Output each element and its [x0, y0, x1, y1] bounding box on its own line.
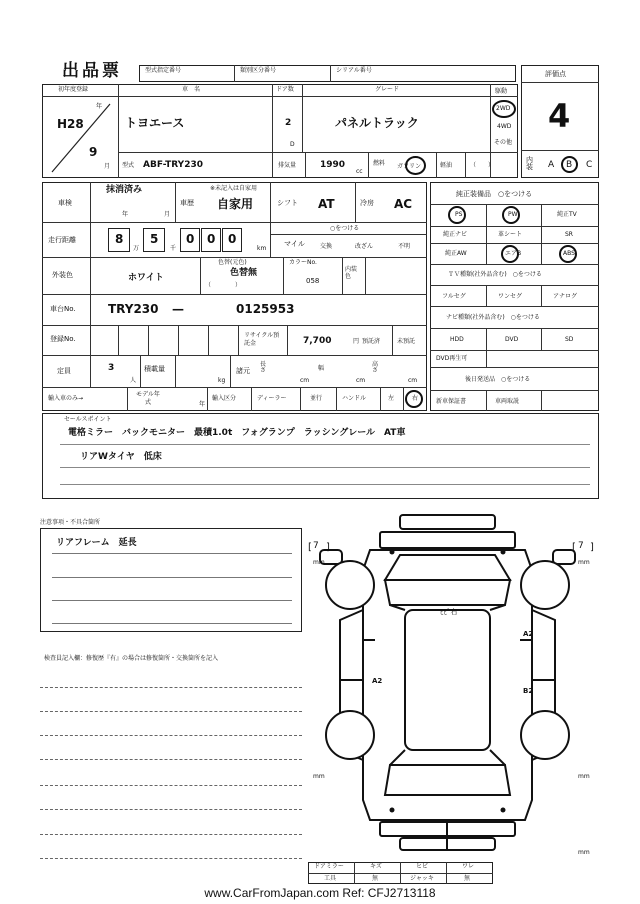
navi-hdd: HDD — [450, 336, 464, 343]
doors-suffix: D — [290, 141, 295, 148]
mileage-digit-2-text: 5 — [150, 232, 159, 246]
fuel-gasoline: ガソリン — [397, 163, 422, 170]
mileage-digit-1-text: 8 — [115, 232, 124, 246]
first-reg-year: H28 — [57, 117, 84, 131]
displacement-label: 排気量 — [278, 162, 297, 169]
interior-b: B — [566, 160, 573, 170]
code-box — [139, 65, 516, 82]
drive-label: 駆動 — [495, 88, 508, 95]
tv-title: ＴＶ種類(社外品含む) ○をつける — [448, 271, 542, 278]
handle-right-circle — [405, 390, 423, 408]
equip-navi: 純正ナビ — [443, 231, 468, 238]
after-manual: 車両取説 — [495, 398, 520, 405]
equip-airbag-circle — [501, 245, 522, 263]
tire-spare-mm: mm — [578, 849, 590, 856]
length-label: 長さ — [260, 361, 267, 374]
navi-sd: SD — [565, 336, 574, 343]
after-title: 後日発送品 ○をつける — [465, 376, 531, 383]
parallel: 並行 — [310, 395, 323, 402]
width-cm: cm — [356, 377, 366, 384]
car-name-label: 車 名 — [182, 86, 201, 93]
use-value: 自家用 — [217, 197, 254, 211]
inspection-year-unit: 年 — [122, 211, 129, 218]
tv-full: フルセグ — [442, 293, 466, 300]
mileage-digit-4-text: 0 — [207, 232, 216, 246]
kg-unit: kg — [218, 377, 226, 384]
import-type-label: 輸入区分 — [212, 395, 237, 402]
chassis-dash: — — [172, 302, 184, 316]
legend-v2: 無 — [372, 875, 379, 882]
damage-mark-right-rear: B2 — [523, 687, 534, 695]
doors-value: 2 — [285, 118, 292, 128]
km-unit: km — [257, 245, 267, 252]
month-unit: 月 — [104, 163, 111, 170]
legend-v4: 無 — [464, 875, 471, 882]
notes-label: 注意事項・不具合箇所 — [40, 519, 101, 526]
import-label: 輸入車のみ→ — [48, 395, 84, 402]
chassis-prefix: TRY230 — [108, 302, 159, 316]
model-year-label: モデル年式 — [136, 391, 160, 406]
bracket-fl-r: ] — [326, 542, 330, 553]
inspection-label: 車検 — [58, 199, 72, 207]
year-unit: 年 — [96, 103, 103, 110]
equip-pw-circle — [502, 206, 520, 224]
color-no-label: カラーNo. — [289, 259, 317, 266]
height-cm: cm — [408, 377, 418, 384]
inspection-month-unit: 月 — [164, 211, 171, 218]
equip-abs-circle — [559, 245, 577, 263]
cc-unit: cc — [356, 168, 363, 175]
grade-label: グレード — [375, 86, 400, 93]
color-value: ホワイト — [128, 273, 164, 283]
tv-analog: アナログ — [553, 293, 578, 300]
equip-tv: 純正TV — [557, 211, 577, 218]
handle-label: ハンドル — [342, 395, 367, 402]
tire-fr-value: 7 — [578, 541, 584, 551]
chassis-number: 0125953 — [236, 302, 295, 316]
legend-h3: ヒビ — [416, 863, 429, 870]
height-label: 高さ — [372, 361, 379, 374]
tire-fl-mm: mm — [313, 559, 325, 566]
legend-h2: キズ — [370, 863, 382, 870]
sales-line2: リアWタイヤ 低床 — [80, 452, 162, 462]
vehicle-detail-box — [42, 182, 427, 411]
ac-label: 冷房 — [360, 199, 374, 207]
fuel-label: 燃料 — [373, 160, 386, 167]
legend-h4: ワレ — [462, 863, 475, 870]
meter-exchange: 交換 — [320, 243, 333, 250]
equip-pw: PW — [508, 211, 518, 218]
car-name: トヨエース — [125, 116, 185, 130]
shift-label: シフト — [277, 199, 298, 207]
navi-dvd: DVD — [505, 336, 519, 343]
recolor-value: 色替無 — [230, 268, 258, 278]
dealer: ディーラー — [257, 395, 287, 402]
handle-left: 左 — [388, 395, 395, 402]
category-code-label: 類別区分番号 — [240, 67, 277, 74]
inspection-value: 抹消済み — [106, 185, 143, 195]
tire-rr-mm: mm — [578, 773, 590, 780]
notes-line1: リアフレーム 延長 — [56, 538, 137, 548]
meter-unknown: 不明 — [398, 243, 411, 250]
legend-v3: ジャッキ — [410, 875, 434, 882]
width-label: 幅 — [318, 365, 325, 372]
fuel-circle — [405, 156, 426, 175]
ac-value: AC — [394, 197, 413, 211]
recycle-paid: 預託済 — [362, 338, 381, 345]
bracket-fr: [ — [572, 542, 576, 553]
meter-mile: マイル — [284, 240, 305, 248]
serial-label: シリアル番号 — [336, 67, 372, 74]
drive-2wd-circle — [492, 100, 516, 118]
after-warranty: 新車保証書 — [436, 398, 467, 405]
handle-right: 右 — [412, 395, 419, 402]
equip-airbag: エアB — [505, 250, 522, 257]
first-reg-label: 初年度登録 — [58, 86, 89, 93]
damage-mark-windshield: ﾋﾋﾞ右 — [440, 608, 458, 616]
sheet-title: 出品票 — [62, 61, 122, 81]
interior-b-circle — [561, 156, 578, 173]
equip-aw: 純正AW — [445, 250, 467, 257]
tv-one: ワンセグ — [498, 293, 523, 300]
score-label: 評価点 — [545, 70, 566, 78]
sales-label: セールスポイント — [64, 416, 112, 423]
capacity-label: 定員 — [57, 367, 71, 375]
fuel-paren: （ ） — [470, 162, 495, 169]
man-unit: 万 — [133, 245, 140, 252]
meter-tampered: 改ざん — [355, 243, 374, 250]
legend-v1: 工具 — [324, 875, 337, 882]
use-label: 車歴 — [180, 199, 194, 207]
navi-title: ナビ種類(社外品含む) ○をつける — [446, 314, 540, 321]
grade-value: パネルトラック — [335, 116, 419, 130]
sen-unit: 千 — [170, 245, 177, 252]
recycle-unit: 円 — [353, 338, 360, 345]
legend-h1: ドアミラー — [314, 863, 344, 870]
inspector-label: 検査員記入欄：修復歴『有』の場合は修復箇所・交換箇所を記入 — [44, 655, 219, 662]
diesel-label: 軽油 — [440, 162, 453, 169]
displacement-value: 1990 — [320, 160, 346, 170]
model-code-label: 型式指定番号 — [145, 67, 182, 74]
dims-label: 諸元 — [236, 367, 250, 375]
dvd-play-label: DVD再生可 — [436, 355, 468, 362]
damage-mark-right-front: A2 — [523, 630, 534, 638]
interior-c: C — [586, 160, 593, 170]
equip-abs: ABS — [563, 250, 575, 257]
mileage-digit-5-text: 0 — [228, 232, 237, 246]
score-value: 4 — [548, 97, 571, 135]
interior-color-label: 内装色 — [345, 266, 358, 281]
recycle-value: 7,700 — [303, 336, 332, 346]
recolor-paren: （ ） — [205, 282, 242, 289]
use-note: ※未記入は自家用 — [210, 185, 258, 192]
color-label: 外装色 — [52, 271, 73, 279]
tire-rl-mm: mm — [313, 773, 325, 780]
meter-note: ○をつける — [330, 225, 360, 232]
equip-sr: SR — [565, 231, 573, 238]
color-no-value: 058 — [306, 277, 320, 285]
capacity-value: 3 — [108, 363, 115, 373]
bracket-fr-r: ] — [590, 542, 594, 553]
tire-fr-mm: mm — [578, 559, 590, 566]
bracket-fl: [ — [308, 542, 312, 553]
equip-ps: PS — [455, 211, 463, 218]
first-reg-month: 9 — [89, 145, 98, 159]
equip-ps-circle — [448, 206, 466, 224]
capacity-unit: 人 — [130, 377, 137, 384]
car-diagram — [300, 510, 600, 860]
recycle-label: リサイクル預託金 — [244, 332, 280, 347]
drive-other: その他 — [494, 139, 513, 146]
shift-value: AT — [318, 197, 335, 211]
load-label: 積載量 — [144, 365, 165, 373]
drive-4wd: 4WD — [497, 123, 512, 130]
recycle-unpaid: 未預託 — [397, 338, 416, 345]
damage-mark-left-door: A2 — [372, 677, 383, 685]
model-label: 型式 — [122, 162, 135, 169]
tire-fl-value: 7 — [313, 541, 319, 551]
model-year-suffix: 年 — [199, 401, 206, 408]
interior-a: A — [548, 160, 555, 170]
mileage-label: 走行距離 — [48, 236, 76, 244]
reg-label: 登録No. — [50, 335, 76, 343]
equipment-title: 純正装備品 ○をつける — [456, 190, 533, 198]
doors-label: ドア数 — [276, 86, 294, 93]
chassis-label: 車台No. — [50, 305, 76, 313]
equip-leather: 革シート — [498, 231, 523, 238]
recolor-label: 色替(元色) — [218, 259, 247, 266]
footer-ref: www.CarFromJapan.com Ref: CFJ2713118 — [204, 886, 436, 900]
mileage-digit-3-text: 0 — [186, 232, 195, 246]
drive-2wd: 2WD — [496, 105, 511, 112]
length-cm: cm — [300, 377, 310, 384]
sales-line1: 電格ミラー バックモニター 最積1.0t フォグランプ ラッシングレール AT車 — [68, 428, 406, 438]
model-value: ABF-TRY230 — [143, 160, 203, 170]
interior-label: 内装 — [526, 156, 533, 171]
